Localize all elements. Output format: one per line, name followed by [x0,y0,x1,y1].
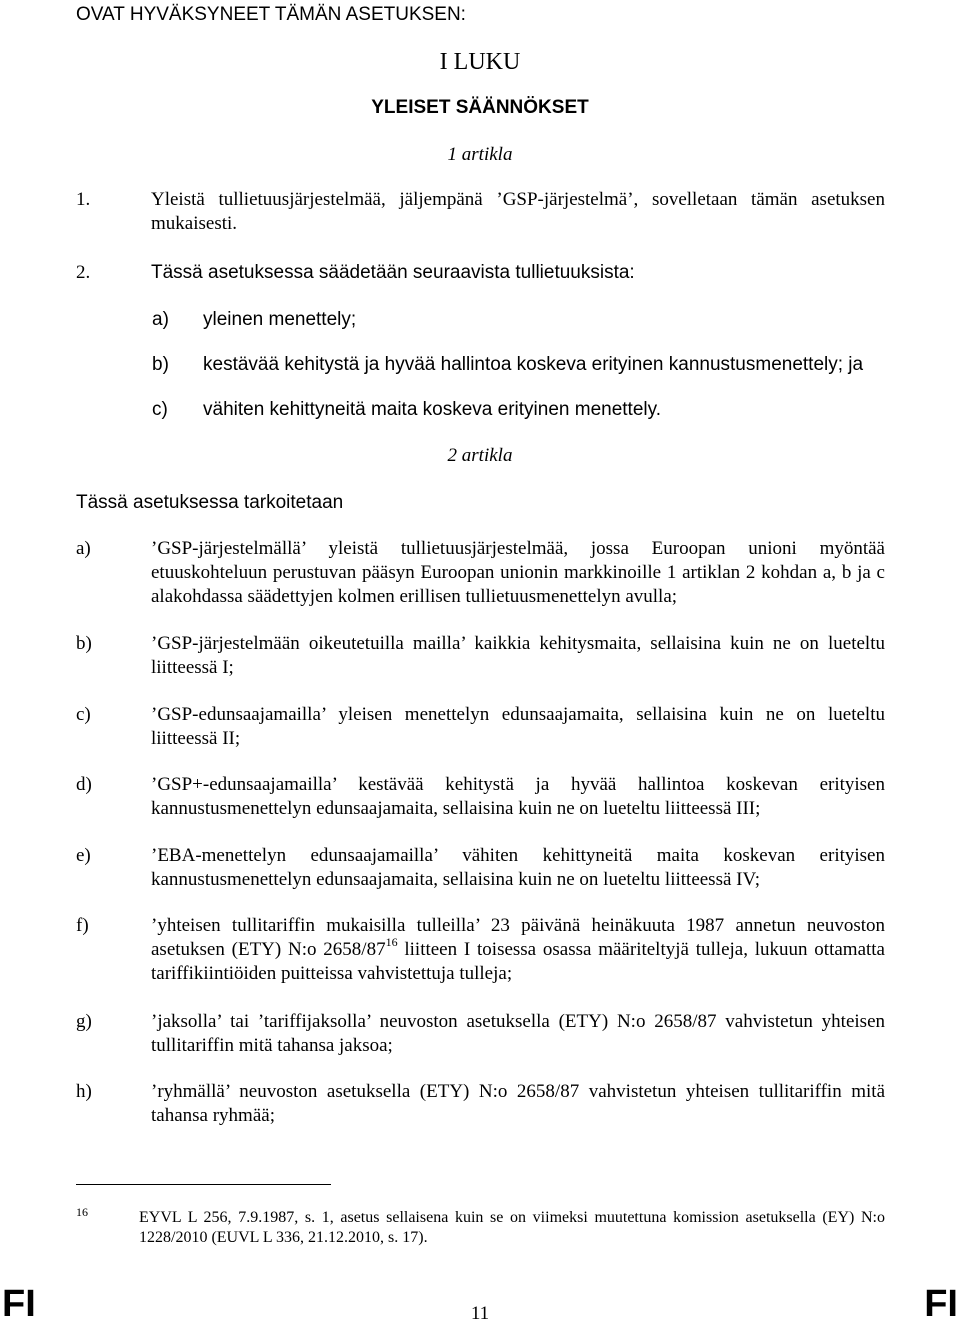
definition-text: ’EBA-menettelyn edunsaajamailla’ vähiten kehittyneitä maita koskevan erityisen kannustusmenettelyn edunsaajamaita, sellaisina kuin ne on lueteltu liitteessä IV; [151,845,885,890]
footnote-separator [76,1184,331,1185]
definition-text-part: ’yhteisen tullitariffin mukaisilla tulleilla’ 23 päivänä heinäkuuta 1987 annetun neuvoston asetuksen (ETY) N:o 2658/87 [151,915,885,960]
footnote-number: 16 [76,1205,88,1219]
definition-text: ’ryhmällä’ neuvoston asetuksella (ETY) N:o 2658/87 vahvistetun yhteisen tullitariffin mitä tahansa ryhmää; [151,1081,885,1126]
list-item-text: vähiten kehittyneitä maita koskeva erityinen menettely. [203,399,661,420]
footnote-reference[interactable]: 16 [385,934,398,949]
definition-text: ’GSP-järjestelmään oikeutetuilla mailla’ kaikkia kehitysmaita, sellaisina kuin ne on lueteltu liitteessä I; [151,633,885,678]
language-code-right: FI [924,1283,958,1325]
definition-label: d) [76,774,92,795]
paragraph-text: Tässä asetuksessa säädetään seuraavista tullietuuksista: [151,262,635,283]
chapter-title: YLEISET SÄÄNNÖKSET [371,97,589,118]
definition-text: ’jaksolla’ tai ’tariffijaksolla’ neuvoston asetuksella (ETY) N:o 2658/87 vahvistetun yhteisen tullitariffin mitä tahansa jaksoa; [151,1011,885,1056]
definition-label: f) [76,915,89,936]
definition-label: a) [76,538,91,559]
language-code-left: FI [2,1283,36,1325]
page-number: 11 [470,1303,490,1324]
article-2-intro: Tässä asetuksessa tarkoitetaan [76,492,344,513]
list-item-label: c) [152,399,168,420]
paragraph-number: 2. [76,262,91,283]
footnote-text: EYVL L 256, 7.9.1987, s. 1, asetus sellaisena kuin se on viimeksi muutettuna komission asetuksella (EY) N:o 1228/2010 (EUVL L 336, 21.12.2010, s. 17). [139,1209,885,1246]
definition-label: b) [76,633,92,654]
article-1-title: 1 artikla [447,144,513,165]
definition-text: ’GSP-edunsaajamailla’ yleisen menettelyn edunsaajamaita, sellaisina kuin ne on lueteltu liitteessä II; [151,704,885,749]
definition-text-part: liitteen I toisessa osassa määriteltyjä tulleja, lukuun ottamatta tariffikiintiöiden puitteissa vahvistettuja tulleja; [151,939,885,984]
paragraph-text: Yleistä tullietuusjärjestelmää, jäljempänä ’GSP-järjestelmä’, sovelletaan tämän asetuksen mukaisesti. [151,189,885,234]
definition-label: g) [76,1011,92,1032]
definition-text: ’GSP-järjestelmällä’ yleistä tullietuusjärjestelmää, jossa Euroopan unioni myöntää etuuskohteluun perustuvan pääsyn Euroopan unionin markkinoille 1 artiklan 2 kohdan a, b ja c alakohdassa säädettyjen kolmen erillisen tullietuusmenettelyn avulla; [151,538,885,607]
list-item-text: kestävää kehitystä ja hyvää hallintoa koskeva erityinen kannustusmenettely; ja [203,354,864,375]
definition-label: h) [76,1081,92,1102]
definition-label: e) [76,845,91,866]
article-2-title: 2 artikla [447,445,513,466]
list-item-label: b) [152,354,169,375]
enacting-formula: OVAT HYVÄKSYNEET TÄMÄN ASETUKSEN: [76,4,466,25]
definition-text [151,914,885,986]
definition-label: c) [76,704,91,725]
paragraph-number: 1. [76,189,91,210]
chapter-heading: I LUKU [439,49,521,75]
list-item-label: a) [152,309,169,330]
definition-text: ’GSP+-edunsaajamailla’ kestävää kehitystä ja hyvää hallintoa koskevan erityisen kannustusmenettelyn edunsaajamaita, sellaisina kuin ne on lueteltu liitteessä III; [151,774,885,819]
list-item-text: yleinen menettely; [203,309,357,330]
